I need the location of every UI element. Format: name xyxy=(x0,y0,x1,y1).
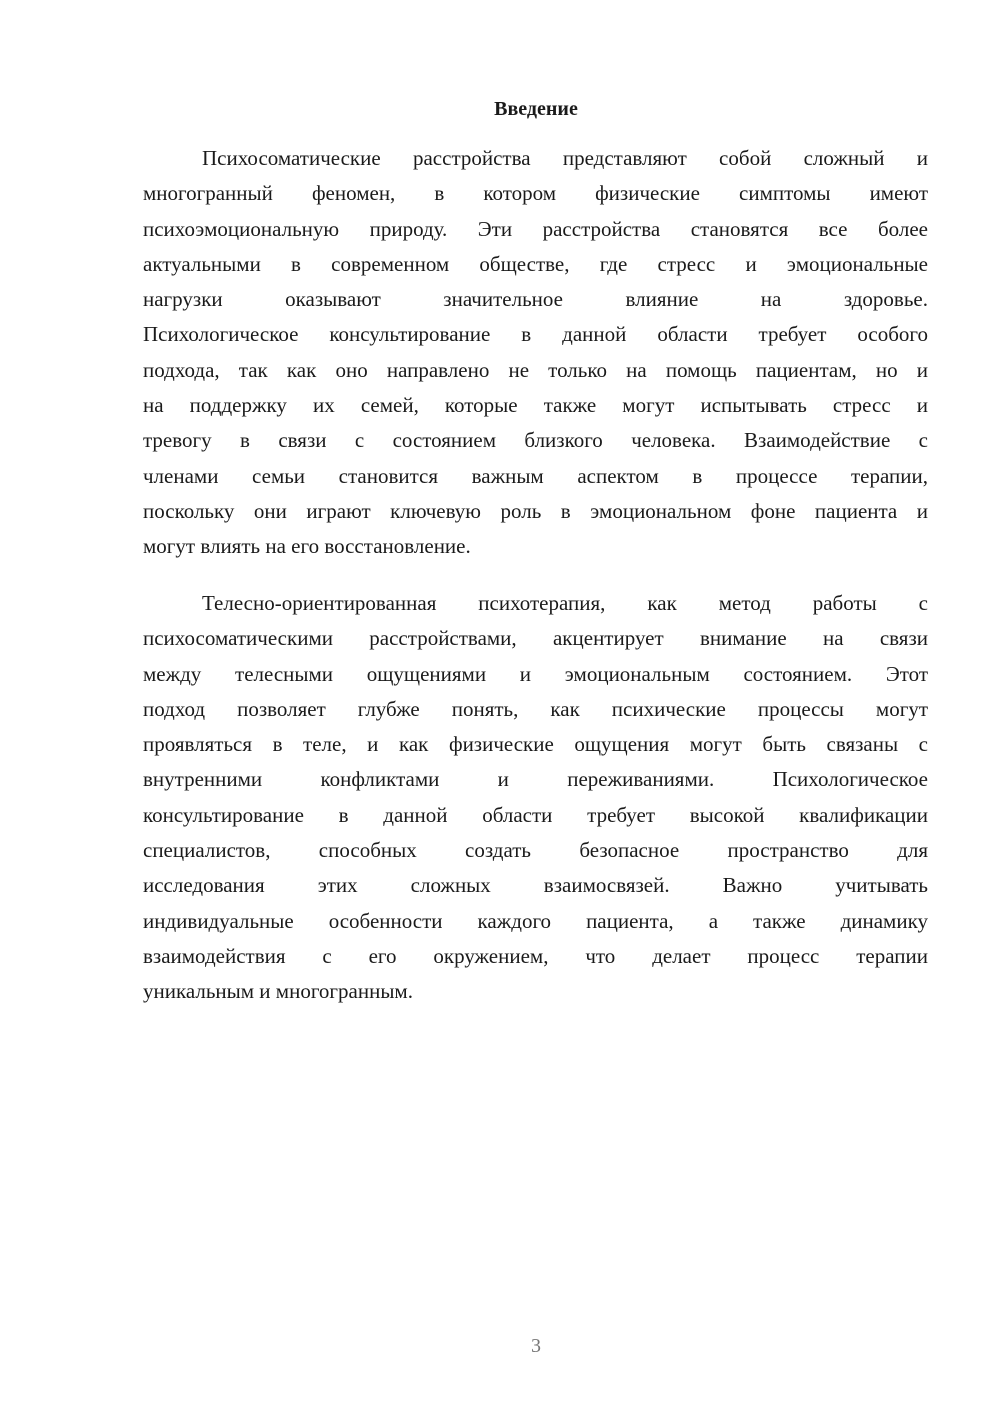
text-line: тревогу в связи с состоянием близкого человека. Взаимодействие с xyxy=(143,428,928,453)
text-line: на поддержку их семей, которые также могут испытывать стресс и xyxy=(143,393,928,418)
text-line: между телесными ощущениями и эмоциональным состоянием. Этот xyxy=(143,661,928,686)
text-line: могут влиять на его восстановление. xyxy=(143,534,471,559)
text-line: Телесно-ориентированная психотерапия, как метод работы с xyxy=(202,591,928,615)
text-line: многогранный феномен, в котором физические симптомы имеют xyxy=(143,181,928,206)
paragraph-1 xyxy=(143,141,928,565)
text-line: проявляться в теле, и как физические ощущения могут быть связаны с xyxy=(143,732,928,757)
text-line: взаимодействия с его окружением, что делает процесс терапии xyxy=(143,943,928,968)
text-line: специалистов, способных создать безопасное пространство для xyxy=(143,838,928,863)
text-line: внутренними конфликтами и переживаниями. Психологическое xyxy=(143,767,928,792)
paragraph-2 xyxy=(143,586,928,1010)
text-line: психоэмоциональную природу. Эти расстройства становятся все более xyxy=(143,216,928,241)
text-line: Психосоматические расстройства представляют собой сложный и xyxy=(202,146,928,170)
text-line: индивидуальные особенности каждого пациента, а также динамику xyxy=(143,908,928,933)
text-line: психосоматическими расстройствами, акцентирует внимание на связи xyxy=(143,626,928,651)
text-line: консультирование в данной области требует высокой квалификации xyxy=(143,802,928,827)
text-line: подход позволяет глубже понять, как психические процессы могут xyxy=(143,696,928,721)
text-line: Психологическое консультирование в данной области требует особого xyxy=(143,322,928,347)
text-line: исследования этих сложных взаимосвязей. Важно учитывать xyxy=(143,873,928,898)
text-line: подхода, так как оно направлено не только на помощь пациентам, но и xyxy=(143,357,928,382)
text-line: нагрузки оказывают значительное влияние на здоровье. xyxy=(143,287,928,312)
section-title: Введение xyxy=(494,98,578,120)
page-number: 3 xyxy=(531,1335,541,1357)
text-line: актуальными в современном обществе, где стресс и эмоциональные xyxy=(143,251,928,276)
text-line: членами семьи становится важным аспектом в процессе терапии, xyxy=(143,463,928,488)
text-line: поскольку они играют ключевую роль в эмоциональном фоне пациента и xyxy=(143,498,928,523)
text-line: уникальным и многогранным. xyxy=(143,979,413,1004)
